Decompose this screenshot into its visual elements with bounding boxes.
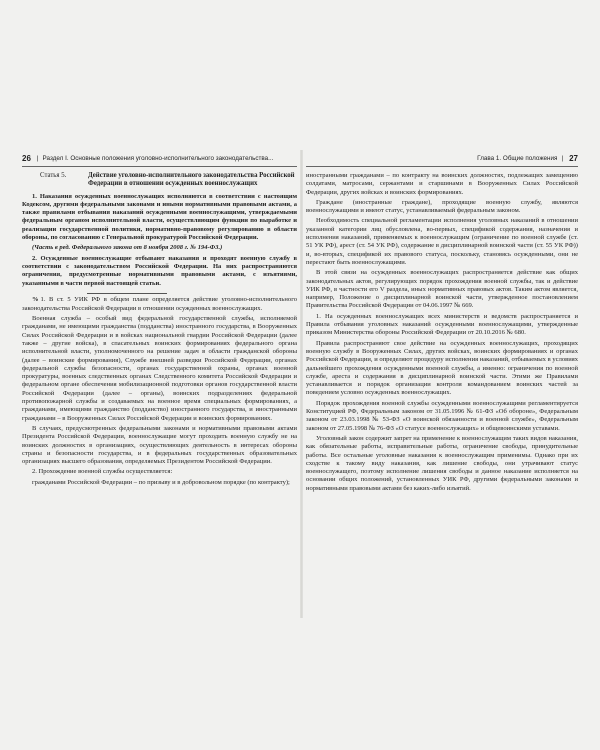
body-paragraph: Правила распространяют свое действие на осужденных военнослужащих, проходящих военную службу в Вооруженных Силах, других войсках, воинских формированиях и органах Российской Федерации, и определяют процедуру исполнения наказаний, отбываемых в условиях дальнейшего прохождения осужденными военной службы, а именно: ограничения по военной службе, ареста и содержания в дисциплинарной воинской части. Этими же Правилами устанавливается и порядок организации контроля командованием воинских частей за поведением условно осужденных военнослужащих. [306,339,578,397]
body-paragraph: Порядок прохождения военной службы осужденными военнослужащими регламентируется Конституцией РФ, Федеральным законом от 31.05.1996 № 61-ФЗ «Об обороне», Федеральным законом от 23.03.1998 № 53-ФЗ «О воинской обязанности и военной службе», Федеральным законом от 27.05.1998 № 76-ФЗ «О статусе военнослужащих» и общевоинскими уставами. [306,399,578,432]
commentary-mark-icon: % [32,296,39,304]
right-page-header [306,150,578,167]
article-title: Действие уголовно-исполнительного законодательства Российской Федерации в отношении осужденных военнослужащих [88,172,295,188]
left-running-title: Раздел I. Основные положения уголовно-исполнительного законодательства... [42,154,274,162]
header-separator: | [36,154,39,162]
body-paragraph: 1. На осужденных военнослужащих всех министерств и ведомств распространяется и Правила отбывания уголовных наказаний осужденными военнослужащими, утвержденные приказом Министерства обороны Российской Федерации от 20.10.2016 № 680. [306,312,578,337]
header-separator: | [561,154,564,162]
commentary-paragraph: В случаях, предусмотренных федеральными законами и нормативными правовыми актами Президента Российской Федерации, военнослужащие могут проходить военную службу не на воинских должностях в организациях, осуществляющих деятельность в интересах обороны страны и безопасности государства, и в федеральных государственных образовательных организациях высшего образования, определяемых Президентом Российской Федерации. [22,424,297,466]
right-page-number: 27 [569,153,578,163]
norm-commentary-divider [87,293,167,294]
body-paragraph: Уголовный закон содержит запрет на применение к военнослужащим таких видов наказания, как обязательные работы, исправительные работы, ограничение свободы, принудительные работы. Все остальные уголовные наказания к военнослужащим применимы. Однако при их сходстве к такому виду наказания, как лишение свободы, они утрачивают статус военнослужащего, поэтому исполнение лишения свободы и данное наказание исполняется на основании общих положений, установленных УИК РФ, другими федеральными законами и нормативными правовыми актами без каких-либо изъятий. [306,434,578,492]
article-label: Статья 5. [40,172,67,179]
norm-paragraph: 2. Осужденные военнослужащие отбывают наказания и проходят военную службу в соответствии с законодательством Российской Федерации. На них распространяются ограничения, предусмотренные нормативными правовыми актами, с изъятиями, указанными в части первой настоящей статьи. [22,254,297,287]
norm-amendment-note: (Часть в ред. Федерального закона от 8 ноября 2008 г. № 194-ФЗ.) [32,244,223,252]
body-paragraph: Необходимость специальной регламентации исполнения уголовных наказаний в отношении указанной категории лиц обусловлена, во-первых, спецификой содержания, назначения и исполнения наказаний, применяемых к военнослужащим (ограничение по военной службе (ст. 51 УК РФ), арест (ст. 54 УК РФ), содержание в дисциплинарной воинской части (ст. 55 УК РФ)) и, во-вторых, спецификой их правового статуса, поскольку, становясь осужденными, они не перестают быть военнослужащими. [306,217,578,266]
article-norm-text [22,193,297,288]
commentary-paragraph: 1. В ст. 5 УИК РФ в общем плане определяется действие уголовно-исполнительного законодательства Российской Федерации в отношении осужденных военнослужащих. [22,296,297,312]
right-running-title: Глава 1. Общие положения [477,154,558,162]
body-paragraph: В этой связи на осужденных военнослужащих распространяется действие как общих законодательных актов, регулирующих порядок прохождения военной службы, так и действие УИК РФ, в частности его V раздела, иных нормативных правовых актов. Таким актом является, например, Положение о дисциплинарной воинской части, утвержденное постановлением Правительства Российской Федерации от 04.06.1997 № 669. [306,269,578,310]
right-page [306,150,578,618]
commentary [22,296,297,487]
body-paragraph: Граждане (иностранные граждане), проходящие военную службу, являются военнослужащими и имеют статус, устанавливаемый федеральным законом. [306,198,578,215]
article-heading [22,172,297,189]
commentary-paragraph: гражданами Российской Федерации – по призыву и в добровольном порядке (по контракту); [32,478,290,486]
body-paragraph: иностранными гражданами – по контракту на воинских должностях, подлежащих замещению солдатами, матросами, сержантами и старшинами в Вооруженных Силах Российской Федерации, других войсках и воинских формированиях. [306,172,578,196]
book-spread [22,150,578,618]
book-gutter [300,150,303,618]
left-page-number: 26 [22,153,31,163]
commentary-paragraph: Военная служба – особый вид федеральной государственной службы, исполняемой гражданами, не имеющими гражданства (подданства) иностранного государства, в Вооруженных Силах Российской Федерации и в войсках национальной гвардии Российской Федерации (далее также – другие войска), в спасательных воинских формированиях федерального органа исполнительной власти, уполномоченного на решение задач в области гражданской обороны (далее – воинские формирования), Службе внешней разведки Российской Федерации, органах федеральной службы безопасности, органах государственной охраны, органах военной прокуратуры, военных следственных органах Следственного комитета Российской Федерации и федеральном органе обеспечения мобилизационной подготовки органов государственной власти Российской Федерации (далее – органы), воинских подразделениях федеральной противопожарной службы и создаваемых на военное время специальных формированиях, а гражданами, имеющими гражданство (подданство) иностранного государства, и иностранными гражданами – в Вооруженных Силах Российской Федерации и воинских формированиях. [22,315,297,422]
left-page [22,150,297,618]
norm-paragraph: 1. Наказания осужденных военнослужащих исполняются в соответствии с настоящим Кодексом, другими федеральными законами и иными нормативными правовыми актами, а также правилами отбывания наказаний осужденными военнослужащими, утверждаемыми федеральным органом исполнительной власти, осуществляющим функции по выработке и реализации государственной политики, нормативно-правовому регулированию в области обороны, по согласованию с Генеральной прокуратурой Российской Федерации. [22,192,297,242]
left-page-header [22,150,297,167]
commentary-paragraph: 2. Прохождение военной службы осуществляется: [32,468,173,476]
